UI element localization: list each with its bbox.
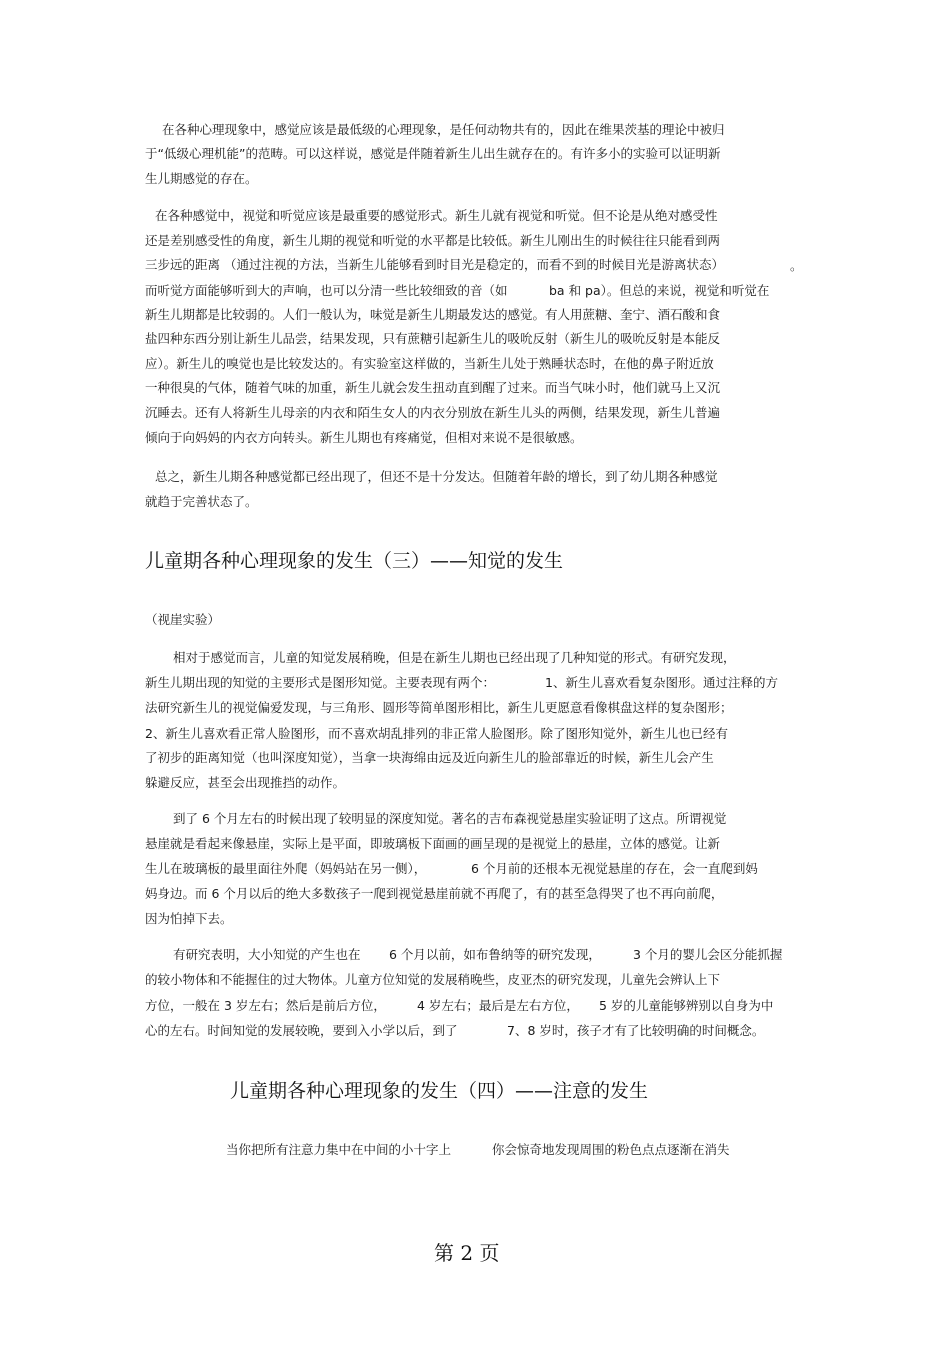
paragraph-4-line-6: 躲避反应，甚至会出现推挡的动作。: [145, 775, 346, 790]
paragraph-2-line-5: 新生儿期都是比较弱的。人们一般认为，味觉是新生儿期最发达的感觉。有人用蔗糖、奎宁、酒石酸和食: [145, 307, 721, 322]
section-heading-attention: 儿童期各种心理现象的发生（四）——注意的发生: [230, 1080, 649, 1102]
paragraph-4-line-5: 了初步的距离知觉（也叫深度知觉），当拿一块海绵由远及近向新生儿的脸部靠近的时候，新生儿会产生: [145, 750, 714, 765]
paragraph-5-line-2: 悬崖就是看起来像悬崖，实际上是平面，即玻璃板下面画的画呈现的是视觉上的悬崖，立体的感觉。让新: [145, 836, 721, 851]
paragraph-6-line-2: 的较小物体和不能握住的过大物体。儿童方位知觉的发展稍晚些，皮亚杰的研究发现，儿童先会辨认上下: [145, 972, 721, 987]
paragraph-6-line-4a: 心的左右。时间知觉的发展较晚，要到入小学以后，到了: [145, 1023, 458, 1038]
figure-caption: （视崖实验）: [145, 612, 221, 627]
paragraph-1-line-1: 在各种心理现象中，感觉应该是最低级的心理现象，是任何动物共有的，因此在维果茨基的理论中被归: [162, 122, 725, 137]
paragraph-2-line-3: 三步远的距离 （通过注视的方法，当新生儿能够看到时目光是稳定的，而看不到的时候目光是游离状态）: [145, 257, 724, 272]
paragraph-2-line-9: 沉睡去。还有人将新生儿母亲的内衣和陌生女人的内衣分别放在新生儿头的两侧，结果发现，新生儿普遍: [145, 405, 721, 420]
paragraph-2-stray-mark: 。: [790, 258, 803, 273]
paragraph-5-line-3b: 6 个月前的还根本无视觉悬崖的存在，会一直爬到妈: [471, 861, 758, 876]
paragraph-2-line-4a: 而听觉方面能够听到大的声响，也可以分清一些比较细致的音（如: [145, 283, 508, 298]
paragraph-2-line-2: 还是差别感受性的角度，新生儿期的视觉和听觉的水平都是比较低。新生儿刚出生的时候往往只能看到两: [145, 233, 721, 248]
paragraph-2-line-1: 在各种感觉中，视觉和听觉应该是最重要的感觉形式。新生儿就有视觉和听觉。但不论是从绝对感受性: [155, 208, 718, 223]
paragraph-4-line-4: 2、新生儿喜欢看正常人脸图形，而不喜欢胡乱排列的非正常人脸图形。除了图形知觉外，新生儿也已经有: [145, 726, 728, 741]
paragraph-6-line-4b: 7、8 岁时，孩子才有了比较明确的时间概念。: [507, 1023, 765, 1038]
paragraph-6-line-3c: 5 岁的儿童能够辨别以自身为中: [599, 998, 774, 1013]
attention-caption-left: 当你把所有注意力集中在中间的小十字上: [226, 1142, 452, 1157]
paragraph-5-line-1: 到了 6 个月左右的时候出现了较明显的深度知觉。著名的吉布森视觉悬崖实验证明了这点。所谓视觉: [173, 811, 727, 826]
paragraph-5-line-5: 因为怕掉下去。: [145, 911, 233, 926]
paragraph-2-line-10: 倾向于向妈妈的内衣方向转头。新生儿期也有疼痛觉，但相对来说不是很敏感。: [145, 430, 583, 445]
paragraph-5-line-4: 妈身边。而 6 个月以后的绝大多数孩子一爬到视觉悬崖前就不再爬了，有的甚至急得哭了也不再向前爬，: [145, 886, 724, 901]
paragraph-6-line-3b: 4 岁左右；最后是左右方位，: [417, 998, 579, 1013]
paragraph-6-line-1a: 有研究表明，大小知觉的产生也在: [173, 947, 361, 962]
paragraph-6-line-1c: 3 个月的婴儿会区分能抓握: [633, 947, 783, 962]
paragraph-2-line-8: 一种很臭的气体，随着气味的加重，新生儿就会发生扭动直到醒了过来。而当气味小时，他们就马上又沉: [145, 380, 721, 395]
paragraph-2-line-6: 盐四种东西分别让新生儿品尝，结果发现，只有蔗糖引起新生儿的吸吮反射（新生儿的吸吮反射是本能反: [145, 331, 721, 346]
paragraph-5-line-3a: 生儿在玻璃板的最里面往外爬（妈妈站在另一侧），: [145, 861, 427, 876]
paragraph-2-line-4b: ba 和 pa）。但总的来说，视觉和听觉在: [549, 283, 770, 298]
paragraph-1-line-3: 生儿期感觉的存在。: [145, 171, 258, 186]
paragraph-4-line-2a: 新生儿期出现的知觉的主要形式是图形知觉。主要表现有两个：: [145, 675, 496, 690]
paragraph-6-line-1b: 6 个月以前，如布鲁纳等的研究发现，: [389, 947, 601, 962]
paragraph-4-line-2b: 1、新生儿喜欢看复杂图形。通过注释的方: [545, 675, 778, 690]
paragraph-6-line-3a: 方位，一般在 3 岁左右；然后是前后方位，: [145, 998, 386, 1013]
section-heading-perception: 儿童期各种心理现象的发生（三）——知觉的发生: [145, 550, 564, 572]
paragraph-3-line-1: 总之，新生儿期各种感觉都已经出现了，但还不是十分发达。但随着年龄的增长，到了幼儿期各种感觉: [155, 469, 718, 484]
attention-caption-right: 你会惊奇地发现周围的粉色点点逐渐在消失: [492, 1142, 730, 1157]
paragraph-3-line-2: 就趋于完善状态了。: [145, 494, 258, 509]
page-number: 第 2 页: [434, 1241, 500, 1265]
paragraph-1-line-2: 于“低级心理机能”的范畴。可以这样说，感觉是伴随着新生儿出生就存在的。有许多小的实验可以证明新: [145, 146, 721, 161]
paragraph-2-line-7: 应）。新生儿的嗅觉也是比较发达的。有实验室这样做的，当新生儿处于熟睡状态时，在他的鼻子附近放: [145, 356, 714, 371]
paragraph-4-line-3: 法研究新生儿的视觉偏爱发现，与三角形、圆形等简单图形相比，新生儿更愿意看像棋盘这样的复杂图形；: [145, 700, 733, 715]
paragraph-4-line-1: 相对于感觉而言，儿童的知觉发展稍晚，但是在新生儿期也已经出现了几种知觉的形式。有研究发现，: [173, 650, 736, 665]
